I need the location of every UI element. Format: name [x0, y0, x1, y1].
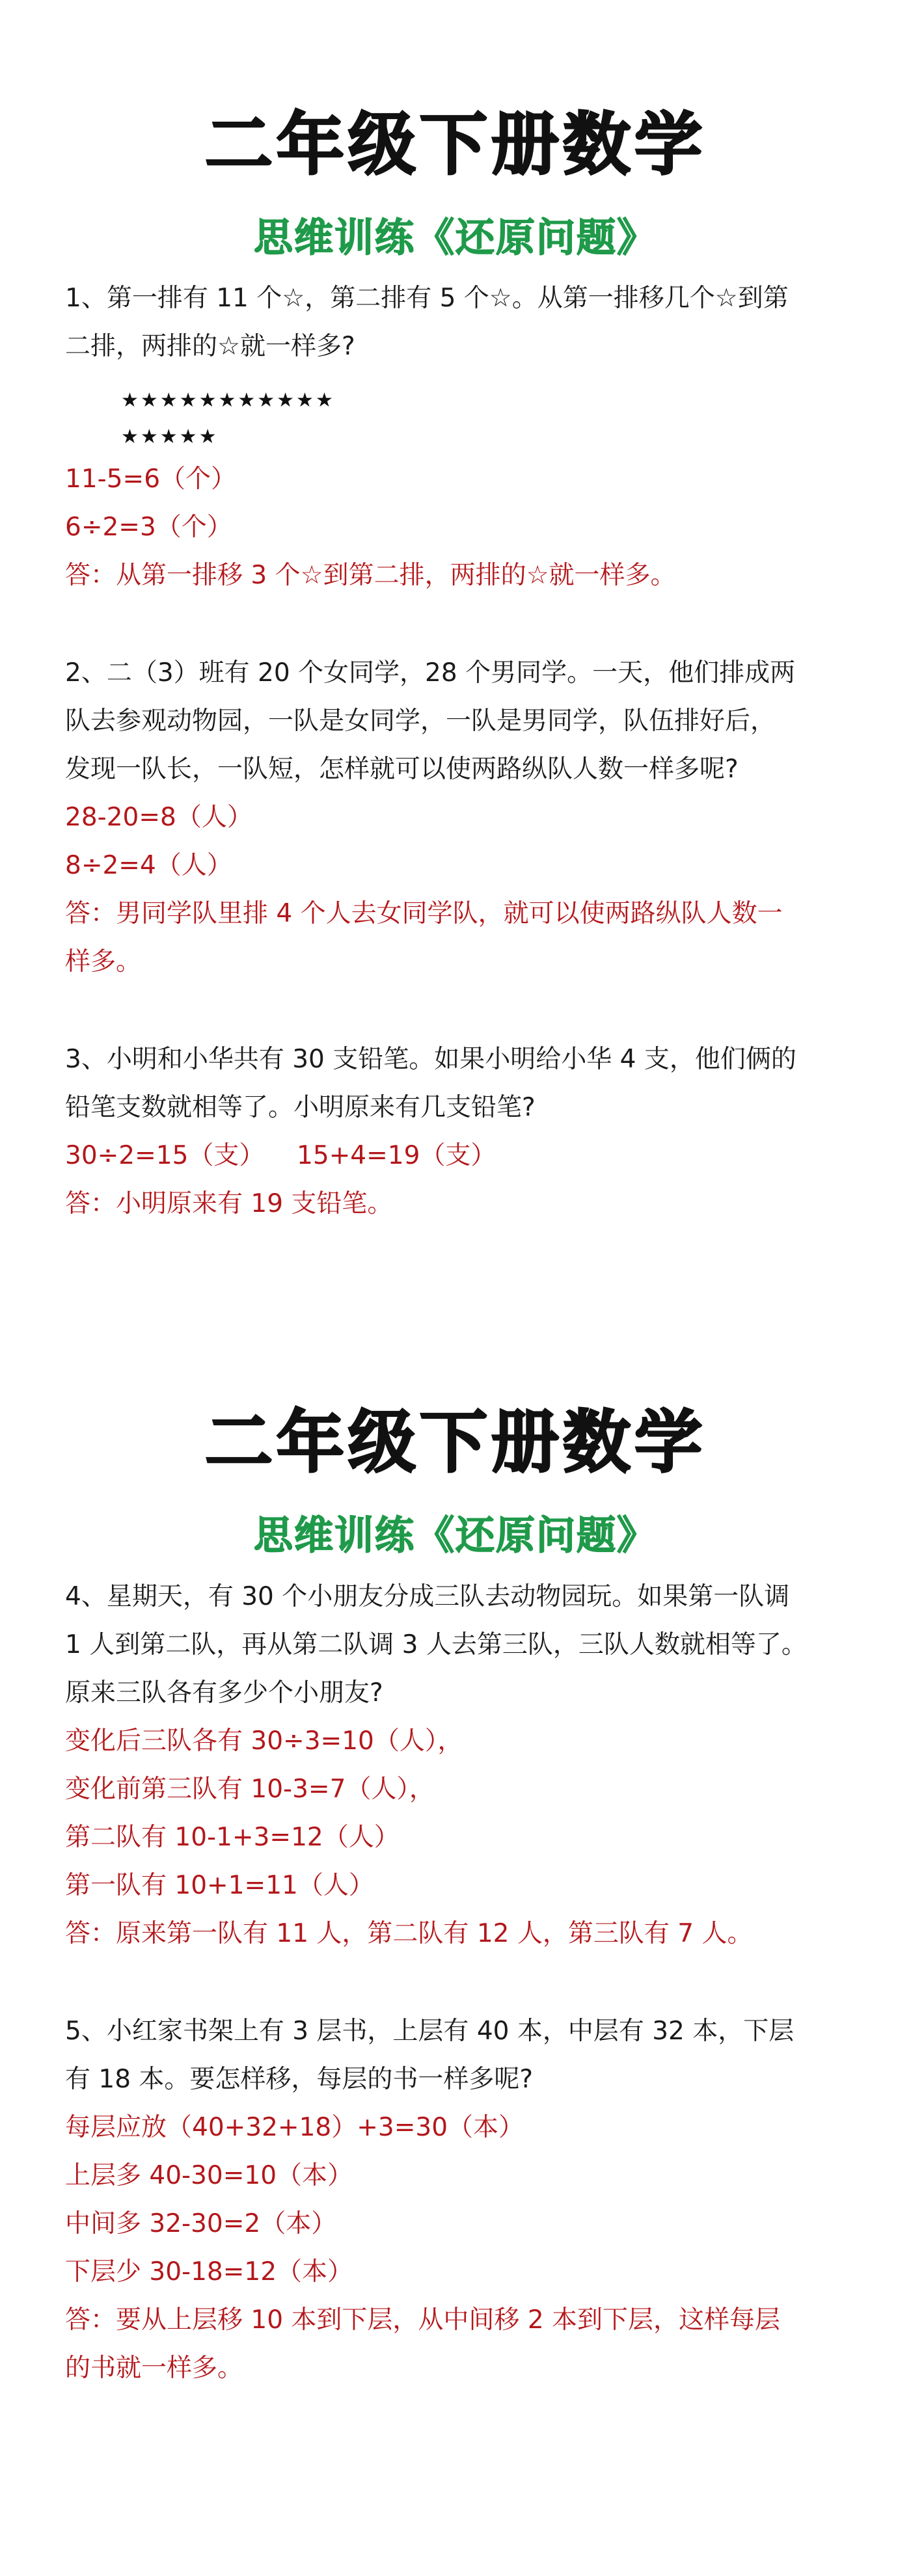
answer-line: 30÷2=15（支） 15+4=19（支） — [65, 1141, 496, 1170]
question-line: 队去参观动物园，一队是女同学，一队是男同学，队伍排好后， — [65, 706, 776, 736]
answer-line: 的书就一样多。 — [65, 2354, 243, 2383]
question-line: 3、小明和小华共有 30 支铅笔。如果小明给小华 4 支，他们俩的 — [65, 1045, 796, 1074]
question-line: 铅笔支数就相等了。小明原来有几支铅笔? — [65, 1093, 536, 1122]
answer-line: 样多。 — [65, 947, 142, 976]
question-line: 5、小红家书架上有 3 层书，上层有 40 本，中层有 32 本，下层 — [65, 2017, 795, 2046]
page-subtitle: 思维训练《还原问题》 — [254, 1513, 657, 1559]
answer-line: 中间多 32-30=2（本） — [65, 2209, 337, 2238]
answer-line: 答：要从上层移 10 本到下层，从中间移 2 本到下层，这样每层 — [65, 2305, 781, 2335]
answer-line: 上层多 40-30=10（本） — [65, 2161, 353, 2190]
problems-block-2 — [65, 1573, 859, 2393]
page-title: 二年级下册数学 — [204, 1402, 706, 1482]
answer-line: 答：原来第一队有 11 人，第二队有 12 人，第三队有 7 人。 — [65, 1919, 753, 1948]
question-line: 1 人到第二队，再从第二队调 3 人去第三队，三队人数就相等了。 — [65, 1630, 807, 1659]
star-row-2: ★★★★★ — [121, 425, 219, 448]
problem-3 — [65, 1036, 859, 1228]
problem-4 — [65, 1573, 859, 1958]
answer-line: 答：小明原来有 19 支铅笔。 — [65, 1189, 393, 1218]
question-line: 发现一队长，一队短，怎样就可以使两路纵队人数一样多呢? — [65, 755, 739, 784]
problems-block-1 — [65, 275, 859, 1228]
question-line: 有 18 本。要怎样移，每层的书一样多呢? — [65, 2065, 534, 2094]
answer-line: 28-20=8（人） — [65, 803, 252, 832]
question-line: 1、第一排有 11 个☆，第二排有 5 个☆。从第一排移几个☆到第 — [65, 284, 789, 313]
answer-line: 答：男同学队里排 4 个人去女同学队，就可以使两路纵队人数一 — [65, 899, 783, 928]
answer-line: 第二队有 10-1+3=12（人） — [65, 1823, 400, 1852]
question-line: 2、二（3）班有 20 个女同学，28 个男同学。一天，他们排成两 — [65, 658, 796, 688]
answer-line: 第一队有 10+1=11（人） — [65, 1871, 374, 1900]
page-subtitle: 思维训练《还原问题》 — [254, 215, 657, 261]
question-line: 4、星期天，有 30 个小朋友分成三队去动物园玩。如果第一队调 — [65, 1582, 790, 1611]
answer-line: 11-5=6（个） — [65, 464, 237, 494]
question-line: 二排，两排的☆就一样多? — [65, 332, 355, 361]
answer-line: 8÷2=4（人） — [65, 851, 232, 880]
problem-5 — [65, 2007, 859, 2393]
question-line: 原来三队各有多少个小朋友? — [65, 1678, 383, 1708]
answer-line: 下层少 30-18=12（本） — [65, 2257, 353, 2287]
star-row-1: ★★★★★★★★★★★ — [121, 389, 335, 412]
answer-line: 答：从第一排移 3 个☆到第二排，两排的☆就一样多。 — [65, 561, 676, 590]
answer-line: 每层应放（40+32+18）+3=30（本） — [65, 2113, 524, 2142]
page-title: 二年级下册数学 — [204, 105, 706, 184]
problem-1 — [65, 275, 859, 600]
answer-line: 变化前第三队有 10-3=7（人）， — [65, 1775, 435, 1804]
problem-2 — [65, 649, 859, 986]
answer-line: 变化后三队各有 30÷3=10（人）， — [65, 1726, 463, 1756]
answer-line: 6÷2=3（个） — [65, 513, 232, 542]
